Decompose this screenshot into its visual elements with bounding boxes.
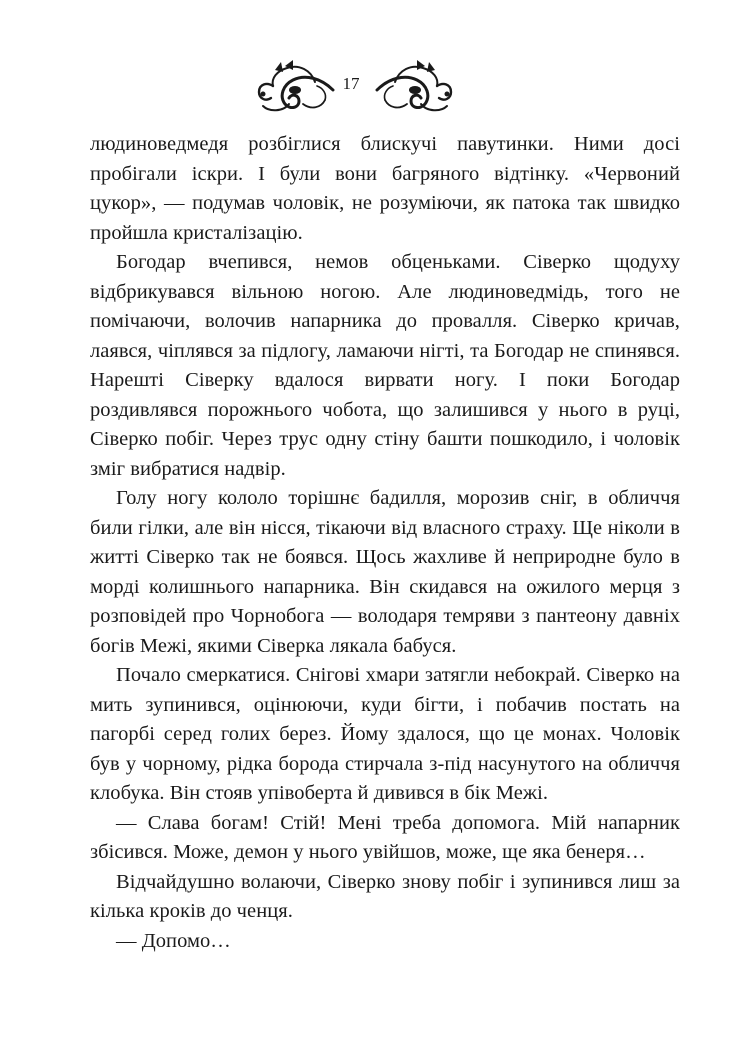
page-number: 17 — [342, 74, 360, 93]
right-flourish-ornament-icon — [375, 60, 455, 116]
page-header — [0, 60, 753, 120]
paragraph-6: Відчайдушно волаючи, Сіверко знову побіг і зупинився лиш за кілька кроків до ченця. — [90, 870, 680, 922]
paragraph-3: Голу ногу кололо торішнє бадилля, морозив сніг, в обличчя били гілки, але він нісся, тікаючи від власного страху. Ще ніколи в житті Сіверко так не боявся. Щось жахливе й неприродне було в морді колишнього напарника. Він скидався на ожилого мерця з розповідей про Чорнобога — володаря темряви з пантеону давніх богів Межі, якими Сіверка лякала бабуся. — [90, 487, 680, 657]
paragraph-7: — Допомо… — [116, 929, 231, 952]
paragraph-2: Богодар вчепився, немов обценьками. Сіверко щодуху відбрикувався вільною ногою. Але людиноведмідь, того не помічаючи, волочив напарника до провалля. Сіверко кричав, лаявся, чіплявся за підлогу, ламаючи нігті, та Богодар не спинявся. Нарешті Сіверку вдалося вирвати ногу. І поки Богодар роздивлявся порожнього чобота, що залишився у нього в руці, Сіверко побіг. Через трус одну стіну башти пошкодило, і чоловік зміг вибратися надвір. — [90, 251, 680, 480]
paragraph-5: — Слава богам! Стій! Мені треба допомога. Мій напарник збісився. Може, демон у нього увійшов, може, ще яка бенеря… — [90, 811, 680, 863]
body-text — [90, 130, 680, 956]
paragraph-4: Почало смеркатися. Снігові хмари затягли небокрай. Сіверко на мить зупинився, оцінюючи, куди бігти, і побачив постать на пагорбі серед голих берез. Йому здалося, що це монах. Чоловік був у чорному, рідка борода стирчала з-під насунутого на обличчя клобука. Він стояв упівоберта й дивився в бік Межі. — [90, 664, 680, 804]
paragraph-1: людиноведмедя розбіглися блискучі павутинки. Ними досі пробігали іскри. І були вони багряного відтінку. «Червоний цукор», — подумав чоловік, не розуміючи, як патока так швидко пройшла кристалізацію. — [90, 133, 680, 244]
left-flourish-ornament-icon — [255, 60, 335, 116]
